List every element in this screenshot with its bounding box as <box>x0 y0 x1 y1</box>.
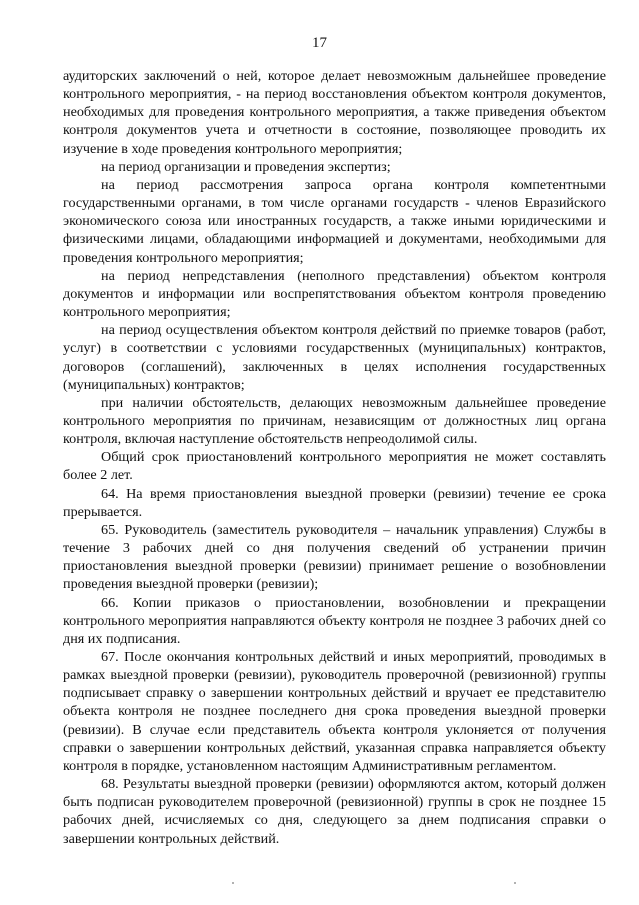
paragraph-force-majeure: при наличии обстоятельств, делающих невозможным дальнейшее проведение контрольного мероприятия по причинам, независящим от должностных лиц органа контроля, включая наступление обстоятельств непреодолимой силы. <box>63 394 606 448</box>
paragraph-68: 68. Результаты выездной проверки (ревизии) оформляются актом, который должен быть подписан руководителем проверочной (ревизионной) группы в срок не позднее 15 рабочих дней, исчисляемых со дня, следующего за днем подписания справки о завершении контрольных действий. <box>63 776 606 847</box>
paragraph-acceptance: на период осуществления объектом контроля действий по приемке товаров (работ, услуг) в соответствии с условиями государственных (муниципальных) контрактов, договоров (соглашений), заключенных в целях исполнения государственных (муниципальных) контрактов; <box>63 322 606 393</box>
document-body <box>63 67 606 848</box>
paragraph-continuation: аудиторских заключений о ней, которое делает невозможным дальнейшее проведение контрольного мероприятия, - на период восстановления объектом контроля документов, необходимых для проведения контрольного мероприятия, а также приведения объектом контроля документов учета и отчетности в состояние, позволяющее проводить их изучение в ходе проведения контрольного мероприятия; <box>63 68 606 157</box>
paragraph-64: 64. На время приостановления выездной проверки (ревизии) течение ее срока прерывается. <box>63 485 606 520</box>
scan-dot-mark <box>232 882 234 884</box>
paragraph-67: 67. После окончания контрольных действий и иных мероприятий, проводимых в рамках выездной проверки (ревизии), руководитель проверочной (ревизионной) группы подписывает справку о завершении контрольных действий и вручает ее представителю объекта контроля не позднее последнего дня срока проведения выездной проверки (ревизии). В случае если представитель объекта контроля уклоняется от получения справки о завершении контрольных действий, указанная справка направляется объекту контроля в порядке, установленном настоящим Административным регламентом. <box>63 649 606 774</box>
paragraph-total-term: Общий срок приостановлений контрольного мероприятия не может составлять более 2 лет. <box>63 449 606 484</box>
page-number: 17 <box>312 35 327 51</box>
scan-dot-mark <box>514 882 516 884</box>
paragraph-66: 66. Копии приказов о приостановлении, возобновлении и прекращении контрольного мероприятия направляются объекту контроля не позднее 3 рабочих дней со дня их подписания. <box>63 594 606 647</box>
paragraph-non-submission: на период непредставления (неполного представления) объектом контроля документов и информации или воспрепятствования объектом контроля проведению контрольного мероприятия; <box>63 267 606 321</box>
paragraph-request-review: на период рассмотрения запроса органа контроля компетентными государственными органами, в том числе органами государств - членов Евразийского экономического союза или иностранных государств, а также иными юридическими и физическими лицами, обладающими информацией и документами, необходимыми для проведения контрольного мероприятия; <box>63 176 606 266</box>
paragraph-65: 65. Руководитель (заместитель руководителя – начальник управления) Службы в течение 3 рабочих дней со дня получения сведений об устранении причин приостановления выездной проверки (ревизии) принимает решение о возобновлении проведения выездной проверки (ревизии); <box>63 521 606 593</box>
paragraph-expertise: на период организации и проведения экспертиз; <box>101 158 391 175</box>
